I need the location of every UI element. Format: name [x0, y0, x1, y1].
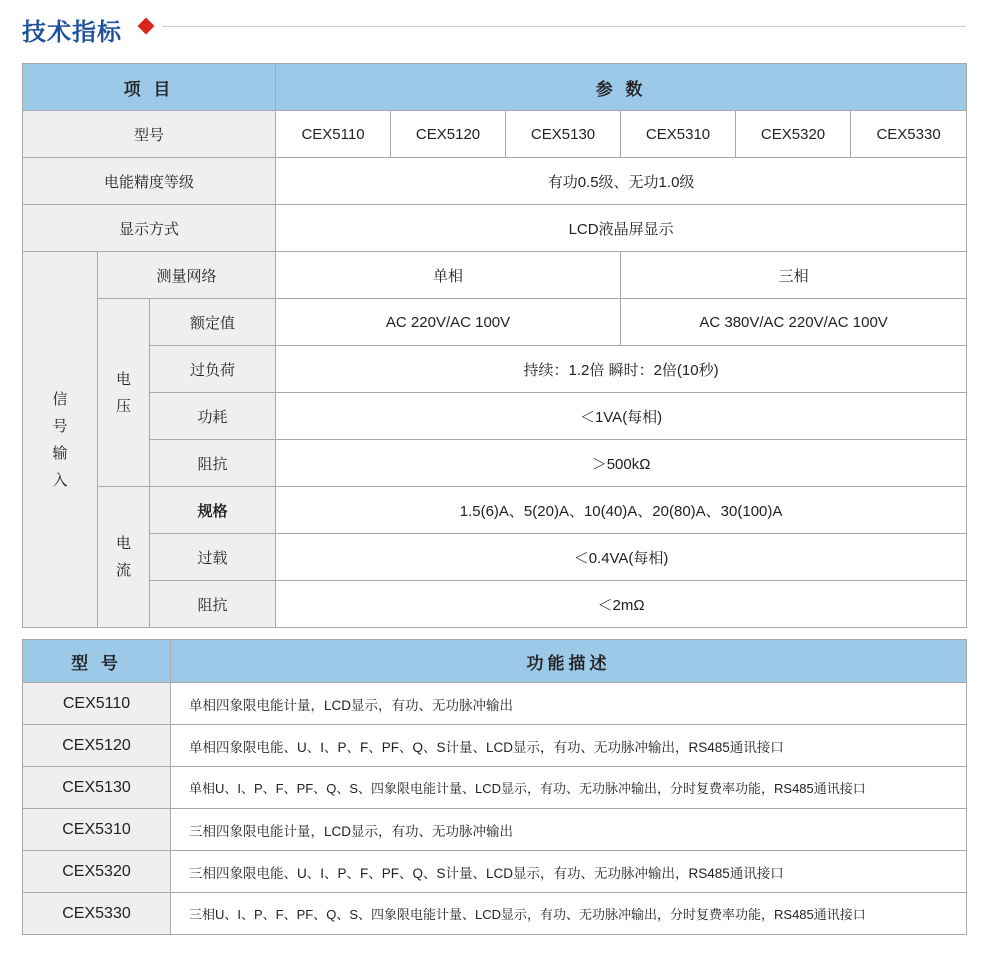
current-char: 电: [115, 535, 131, 552]
table-row: [23, 893, 967, 935]
voltage-label: [98, 299, 150, 487]
diamond-icon: [138, 18, 155, 35]
model-cell: CEX5130: [506, 111, 621, 158]
spec-label: 规格: [150, 487, 276, 534]
rated-three: AC 380V/AC 220V/AC 100V: [621, 299, 967, 346]
v-impedance-row: [23, 440, 967, 487]
spec-header-row: [23, 64, 967, 111]
overload-value: 持续：1.2倍 瞬时：2倍(10秒): [276, 346, 967, 393]
voltage-char: 电: [115, 370, 131, 388]
row-model: CEX5110: [23, 683, 171, 725]
spec-row: [23, 487, 967, 534]
header-item: 项 目: [23, 64, 276, 111]
table-row: [23, 725, 967, 767]
spec-table: [22, 63, 967, 628]
voltage-char: 压: [115, 397, 131, 415]
section-header: [22, 8, 966, 44]
network-single: 单相: [276, 252, 621, 299]
table-row: [23, 851, 967, 893]
header-params: 参 数: [276, 64, 967, 111]
table-row: [23, 683, 967, 725]
power-value: ＜1VA(每相): [276, 393, 967, 440]
network-row: [23, 252, 967, 299]
header-desc: 功能描述: [171, 640, 967, 683]
power-label: 功耗: [150, 393, 276, 440]
signal-input-char: 信: [52, 390, 68, 408]
row-desc: 三相四象限电能计量，LCD显示，有功、无功脉冲输出: [171, 809, 967, 851]
model-cell: CEX5330: [851, 111, 967, 158]
rated-single: AC 220V/AC 100V: [276, 299, 621, 346]
model-label: 型号: [23, 111, 276, 158]
function-table: [22, 639, 967, 935]
display-value: LCD液晶屏显示: [276, 205, 967, 252]
row-desc: 单相U、I、P、F、PF、Q、S、四象限电能计量、LCD显示，有功、无功脉冲输出，分时复费率功能，RS485通讯接口: [171, 767, 967, 809]
title-divider: [162, 26, 966, 27]
power-row: [23, 393, 967, 440]
current-label: [98, 487, 150, 628]
row-model: CEX5130: [23, 767, 171, 809]
signal-input-label: [23, 252, 98, 628]
row-model: CEX5320: [23, 851, 171, 893]
signal-input-char: 号: [52, 417, 68, 435]
row-desc: 三相U、I、P、F、PF、Q、S、四象限电能计量、LCD显示，有功、无功脉冲输出，分时复费率功能，RS485通讯接口: [171, 893, 967, 935]
model-cell: CEX5120: [391, 111, 506, 158]
table-row: [23, 767, 967, 809]
c-overload-value: ＜0.4VA(每相): [276, 534, 967, 581]
model-cell: CEX5320: [736, 111, 851, 158]
signal-input-char: 入: [52, 471, 68, 489]
rated-label: 额定值: [150, 299, 276, 346]
row-model: CEX5120: [23, 725, 171, 767]
header-model: 型 号: [23, 640, 171, 683]
accuracy-row: [23, 158, 967, 205]
c-impedance-label: 阻抗: [150, 581, 276, 628]
accuracy-label: 电能精度等级: [23, 158, 276, 205]
display-label: 显示方式: [23, 205, 276, 252]
row-model: CEX5310: [23, 809, 171, 851]
c-overload-label: 过载: [150, 534, 276, 581]
page-title: 技术指标: [22, 18, 122, 46]
model-row: [23, 111, 967, 158]
network-label: 测量网络: [98, 252, 276, 299]
overload-row: [23, 346, 967, 393]
network-three: 三相: [621, 252, 967, 299]
rated-row: [23, 299, 967, 346]
model-cell: CEX5310: [621, 111, 736, 158]
row-model: CEX5330: [23, 893, 171, 935]
c-impedance-value: ＜2mΩ: [276, 581, 967, 628]
c-overload-row: [23, 534, 967, 581]
v-impedance-value: ＞500kΩ: [276, 440, 967, 487]
function-header-row: [23, 640, 967, 683]
c-impedance-row: [23, 581, 967, 628]
display-row: [23, 205, 967, 252]
v-impedance-label: 阻抗: [150, 440, 276, 487]
overload-label: 过负荷: [150, 346, 276, 393]
signal-input-char: 输: [52, 444, 68, 462]
row-desc: 单相四象限电能、U、I、P、F、PF、Q、S计量、LCD显示，有功、无功脉冲输出，RS485通讯接口: [171, 725, 967, 767]
accuracy-value: 有功0.5级、无功1.0级: [276, 158, 967, 205]
table-row: [23, 809, 967, 851]
model-cell: CEX5110: [276, 111, 391, 158]
row-desc: 单相四象限电能计量，LCD显示，有功、无功脉冲输出: [171, 683, 967, 725]
spec-value: 1.5(6)A、5(20)A、10(40)A、20(80)A、30(100)A: [276, 487, 967, 534]
current-char: 流: [115, 562, 131, 579]
row-desc: 三相四象限电能、U、I、P、F、PF、Q、S计量、LCD显示，有功、无功脉冲输出，RS485通讯接口: [171, 851, 967, 893]
